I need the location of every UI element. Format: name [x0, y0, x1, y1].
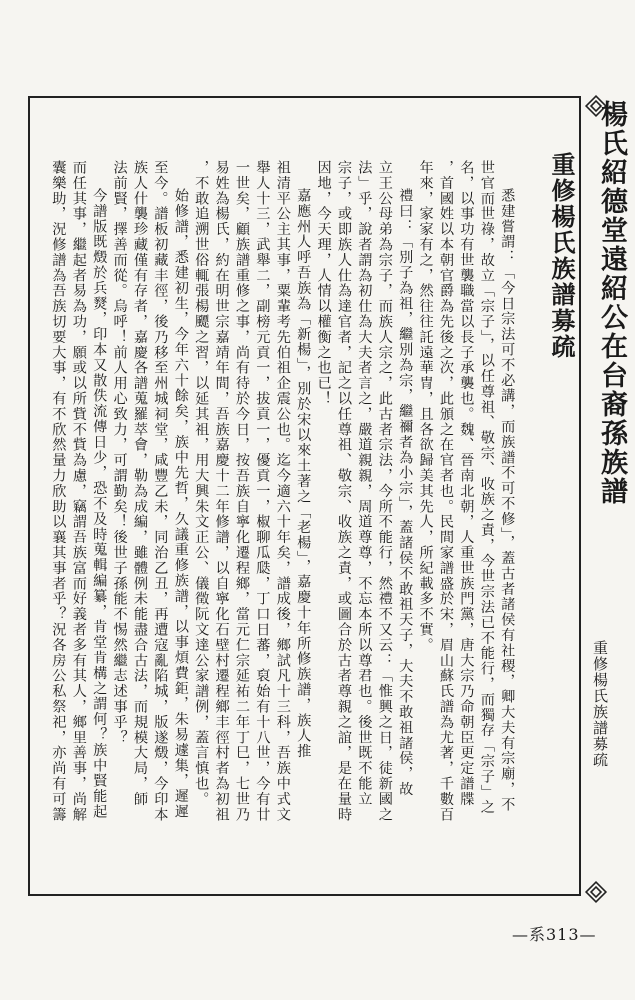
- page-number: —系313—: [512, 925, 597, 944]
- text-column: 因地，今天理，人情以權衡之也已！: [315, 160, 332, 407]
- text-column: 而任其事，繼起者易為功，願或以所貲不貲為慮，竊謂吾族富而好義者多有其人，鄉里善事，尚解: [70, 160, 87, 823]
- text-column: 今譜版既燬於兵燹，印本又散佚流傳日少，恐不及時蒐輯編纂，肯堂肯構之謂何？族中賢能起: [91, 188, 108, 820]
- text-column: ，不敢追溯世俗輒張楊飃之習，以延其祖，用大興朱文正公、儀徵阮文達公家譜例，蓋言慎也。: [193, 160, 210, 807]
- text-column: 名，以事功有世襲職當以長子承襲也。魏、晉南北朝，人重世族門黨，唐大宗乃命朝臣更定譜牒: [458, 160, 475, 807]
- section-title: 重修楊氏族譜募疏: [547, 152, 576, 360]
- text-column: 祖清平公主其事，粟輩考先伯祖企震公也。迄今適六十年矣，譜成後，鄉試凡十三科，吾族中式文: [274, 160, 291, 823]
- book-title: 楊氏紹德堂遠紹公在台裔孫族譜: [596, 100, 627, 506]
- text-column: 族人什襲珍藏僅有存者，嘉慶各譜蒐羅萃會，勒為成編，雖體例未能盡合古法，而規模大局，師: [132, 160, 148, 807]
- text-column: 立王公母弟為宗子，而族人宗之，此古者宗法，今所不能行，然禮不又云：「惟興之日，徒新國之: [376, 160, 393, 823]
- text-column: 法前賢，擇善而從。烏呼！前人用心致力，可謂勤矣！後世子孫能不惕然繼志述事乎？: [111, 160, 128, 746]
- text-column: 年來，家家有之，然往往託遠華冑，且各欲歸美其先人，所紀載多不實。: [417, 160, 434, 653]
- text-column: 至今。譜板初藏丰徑，後乃移至州城祠堂，咸豐乙未，同治乙丑，再遭寇亂陷城，版遂燬，今印本: [152, 160, 169, 823]
- text-column: 禮曰：「別子為祖，繼別為宗，繼禰者為小宗」，蓋諸侯不敢祖天子，大夫不敢祖諸侯，故: [397, 188, 414, 797]
- text-column: 舉人十三，武舉二，副榜元貢一，拔貢一，優貢一，椒聊瓜瓞，丁口日蕃，裒始有十八世，今有廿: [254, 160, 271, 823]
- text-column: 法」乎，說者謂為初仕為大夫者言之，嚴道親親，周道尊尊，不忘本所以尊君也。後世既不能立: [356, 160, 373, 807]
- text-column: 易姓為楊氏，約在明世宗嘉靖年間，吾族嘉慶十二年修譜，以自寧化石壁村遷程鄉丰徑村者為初祖: [213, 160, 230, 823]
- text-column: 一世矣，顧族譜重修之事，尚有待於今日，按吾族自寧化遷程鄉，當元仁宗延祐二年丁巳，七世乃: [234, 160, 250, 823]
- diamond-ornament-icon: [584, 880, 608, 904]
- text-column: 宗子，或即族人仕為達官者，記之以任尊祖、敬宗、收族之責，或圖合於古者尊親之誼，是在量時: [336, 160, 352, 823]
- text-column: 始修譜，悉建初生，今年六十餘矣，族中先哲，久議重修族譜，以事煩費鉅，朱易遽集，遲遲: [172, 188, 189, 820]
- text-column: 嘉應州人呼吾族為「新楊」，別於宋以來土著之「老楊」，嘉慶十年所修族譜，族人推: [295, 188, 312, 759]
- text-column: 世官而世祿，故立「宗子」，以任尊祖、敬宗、收族之責，今世宗法已不能行，而獨存「宗子」之: [478, 160, 495, 816]
- text-column: 囊樂助，況修譜為吾族切要大事，有不欣然量力欣助以襄其事者乎？況各房公私祭祀，亦尚有可籌: [50, 160, 67, 823]
- running-title: 重修楊氏族譜募疏: [591, 640, 609, 768]
- text-column: ，首國姓以本朝官爵為先後之次，此頒之在官者也。民間家譜盛於宋，眉山蘇氏譜為尤著，千數百: [438, 160, 454, 823]
- text-column: 悉建嘗謂：「今日宗法可不必講，而族譜不可不修」，蓋古者諸侯有社稷，卿大夫有宗廟，不: [499, 188, 516, 813]
